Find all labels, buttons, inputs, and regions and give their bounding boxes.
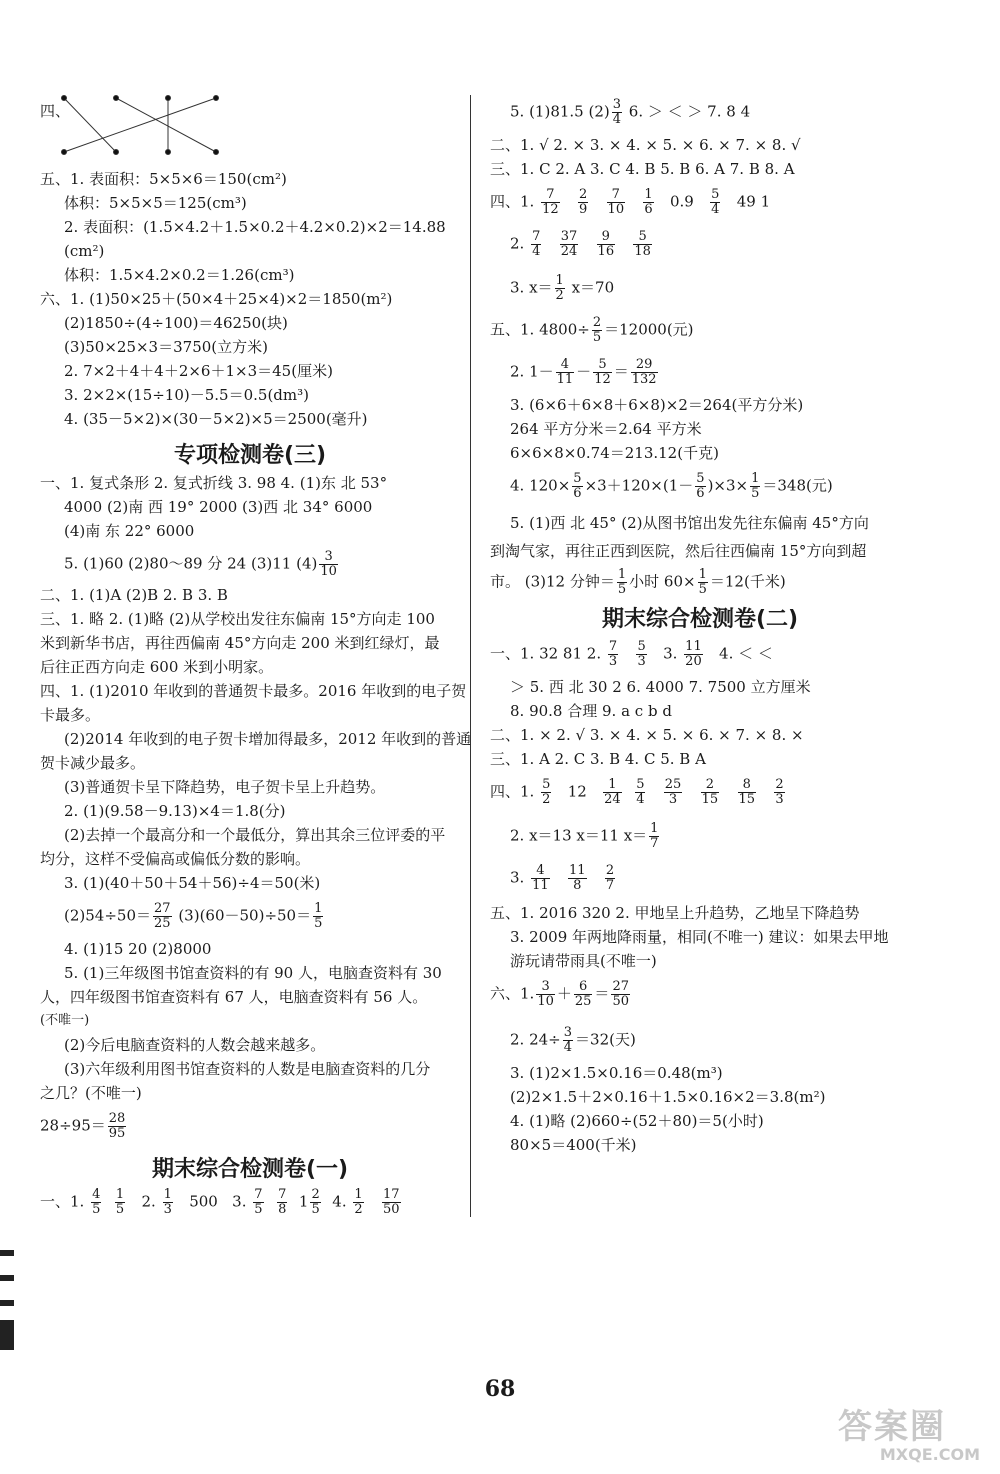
fraction: $\frac{5}{6}$ — [696, 471, 705, 501]
fraction: $\frac{2}{15}$ — [701, 777, 719, 807]
fraction: $\frac{7}{12}$ — [542, 187, 559, 217]
matching-label: 四、 — [40, 102, 71, 120]
text-line: 六、1. $\frac{3}{10}$ ＋ $\frac{6}{25}$ ＝ $\frac{27}{50}$ — [490, 979, 629, 1009]
fraction: $\frac{3}{4}$ — [563, 1025, 573, 1055]
text-line: 4. (1)15 20 (2)8000 — [64, 940, 212, 958]
fraction: $\frac{5}{4}$ — [636, 777, 645, 807]
text-line: 三、1. A 2. C 3. B 4. C 5. B A — [490, 750, 706, 768]
fraction: $\frac{25}{3}$ — [664, 777, 682, 807]
text-line: 3. $\frac{4}{11}$ $\frac{11}{8}$ $\frac{2}{7}$ — [510, 863, 615, 893]
fraction: $\frac{27}{25}$ — [154, 901, 171, 931]
fraction: $\frac{1}{5}$ — [617, 567, 627, 597]
text-line: 4. (1)略 (2)660÷(52＋80)＝5(小时) — [510, 1112, 764, 1130]
text-line: (2)2×1.5＋2×0.16＋1.5×0.16×2＝3.8(m²) — [510, 1088, 826, 1106]
text-line: 四、1. $\frac{7}{12}$ $\frac{2}{9}$ $\frac{7}{10}$ $\frac{1}{6}$ 0.9 $\frac{5}{4}$ 49 1 — [490, 187, 771, 217]
text-line: 3. (6×6＋6×8＋6×8)×2＝264(平方分米) — [510, 396, 804, 414]
fraction: $\frac{3}{10}$ — [537, 979, 554, 1009]
text-line: 米到新华书店，再往西偏南 45°方向走 200 米到红绿灯，最 — [40, 634, 440, 652]
fraction: $\frac{4}{11}$ — [556, 357, 574, 387]
text-line: (3)普通贺卡呈下降趋势，电子贺卡呈上升趋势。 — [64, 778, 386, 796]
text-line: (2)去掉一个最高分和一个最低分，算出其余三位评委的平 — [64, 826, 446, 844]
text-line: 二、1. (1)A (2)B 2. B 3. B — [40, 586, 228, 604]
text-line: 五、1. 4800÷ $\frac{2}{5}$ ＝12000(元) — [490, 315, 694, 345]
text-line: 五、1. 表面积：5×5×6＝150(cm²) — [40, 170, 287, 188]
text-line: 2. 7×2＋4＋4＋2×6＋1×3＝45(厘米) — [64, 362, 333, 380]
fraction: $\frac{9}{16}$ — [597, 229, 615, 259]
fraction: $\frac{5}{12}$ — [594, 357, 611, 387]
watermark-url: MXQE.COM — [879, 1445, 980, 1464]
text-line: 4. 120× $\frac{5}{6}$ ×3＋120×(1－ $\frac{5}{6}$ )×3× $\frac{1}{5}$ ＝348(元) — [510, 471, 833, 501]
text-line: 二、1. × 2. √ 3. × 4. × 5. × 6. × 7. × 8. × — [490, 726, 804, 744]
fraction: $\frac{3}{10}$ — [320, 549, 337, 579]
text-line: 四、1. $\frac{5}{2}$ 12 $\frac{1}{24}$ $\frac{5}{4}$ $\frac{25}{3}$ $\frac{2}{15}$ $\frac{8}{15}$ $\frac{2}{3}$ — [490, 777, 784, 807]
fraction: $\frac{3}{4}$ — [612, 97, 622, 127]
fraction: $\frac{5}{6}$ — [573, 471, 582, 501]
text-line: (2)今后电脑查资料的人数会越来越多。 — [64, 1036, 326, 1054]
fraction: $\frac{1}{5}$ — [115, 1187, 125, 1217]
binder-mark — [0, 1275, 14, 1281]
text-line: 2. 1－ $\frac{4}{11}$ － $\frac{5}{12}$ ＝ $\frac{29}{132}$ — [510, 357, 657, 387]
text-line: 五、1. 2016 320 2. 甲地呈上升趋势，乙地呈下降趋势 — [490, 904, 860, 922]
fraction: $\frac{28}{95}$ — [108, 1111, 126, 1141]
text-line: 5. (1)60 (2)80～89 分 24 (3)11 (4) $\frac{3}{10}$ — [64, 549, 337, 579]
text-line: 三、1. 略 2. (1)略 (2)从学校出发往东偏南 15°方向走 100 — [40, 610, 435, 628]
fraction: $\frac{4}{11}$ — [532, 863, 549, 893]
text-line: 2. 表面积：(1.5×4.2＋1.5×0.2＋4.2×0.2)×2＝14.88 — [64, 218, 446, 236]
watermark-logo — [838, 1408, 988, 1468]
text-line: 4000 (2)南 西 19° 2000 (3)西 北 34° 6000 — [64, 498, 373, 516]
text-line: 三、1. C 2. A 3. C 4. B 5. B 6. A 7. B 8. A — [490, 160, 795, 178]
section-title: 期末综合检测卷(二) — [601, 607, 799, 632]
text-line: 二、1. √ 2. × 3. × 4. × 5. × 6. × 7. × 8. √ — [490, 136, 801, 154]
text-line: 5. (1)三年级图书馆查资料的有 90 人，电脑查资料有 30 — [64, 964, 442, 982]
text-line: 3. 2×2×(15÷10)－5.5＝0.5(dm³) — [64, 386, 310, 404]
fraction: $\frac{7}{8}$ — [278, 1187, 287, 1217]
column-divider — [470, 95, 471, 1217]
fraction: $\frac{8}{15}$ — [738, 777, 756, 807]
text-line: ＞ 5. 西 北 30 2 6. 4000 7. 7500 立方厘米 — [510, 678, 811, 696]
fraction: $\frac{5}{18}$ — [634, 229, 651, 259]
fraction: $\frac{1}{3}$ — [163, 1187, 172, 1217]
fraction: $\frac{2}{7}$ — [605, 863, 615, 893]
text-line: 6×6×8×0.74＝213.12(千克) — [510, 444, 719, 462]
text-line: 3. 2009 年两地降雨量，相同(不唯一) 建议：如果去甲地 — [510, 928, 889, 946]
watermark-text: 答案圈 — [838, 1407, 946, 1447]
fraction: $\frac{2}{5}$ — [311, 1187, 320, 1217]
fraction: $\frac{6}{25}$ — [574, 979, 592, 1009]
text-line: 一、1. 复式条形 2. 复式折线 3. 98 4. (1)东 北 53° — [40, 474, 388, 492]
section-title: 专项检测卷(三) — [173, 443, 327, 468]
text-line: 5. (1)西 北 45° (2)从图书馆出发先往东偏南 45°方向 — [510, 514, 869, 532]
fraction: $\frac{2}{5}$ — [592, 315, 602, 345]
text-line: (3)六年级利用图书馆查资料的人数是电脑查资料的几分 — [64, 1060, 431, 1078]
fraction: $\frac{27}{50}$ — [612, 979, 629, 1009]
text-line: 28÷95＝ $\frac{28}{95}$ — [40, 1111, 126, 1141]
fraction: $\frac{17}{50}$ — [382, 1187, 400, 1217]
fraction: $\frac{2}{9}$ — [578, 187, 588, 217]
page-number: 68 — [484, 1376, 516, 1402]
text-line: 体积：5×5×5＝125(cm³) — [64, 194, 247, 212]
text-line: (cm²) — [64, 242, 105, 260]
text-line: 2. 24÷ $\frac{3}{4}$ ＝32(天) — [510, 1025, 636, 1055]
text-line: 264 平方分米＝2.64 平方米 — [510, 420, 702, 438]
text-line: (2)54÷50＝ $\frac{27}{25}$ (3)(60－50)÷50＝ $\frac{1}{5}$ — [64, 901, 323, 931]
fraction: $\frac{7}{10}$ — [607, 187, 625, 217]
text-line: 到淘气家，再往正西到医院，然后往西偏南 15°方向到超 — [490, 542, 867, 560]
text-line: 市。 (3)12 分钟＝ $\frac{1}{5}$ 小时 60× $\frac{1}{5}$ ＝12(千米) — [490, 567, 786, 597]
fraction: $\frac{29}{132}$ — [631, 357, 657, 387]
section-title: 期末综合检测卷(一) — [151, 1157, 349, 1182]
text-line: 游玩请带雨具(不唯一) — [510, 952, 657, 970]
fraction: $\frac{11}{20}$ — [685, 639, 702, 669]
fraction: $\frac{1}{5}$ — [314, 901, 323, 931]
text-line: 后往正西方向走 600 米到小明家。 — [40, 658, 274, 676]
text-line: 一、1. $\frac{4}{5}$ $\frac{1}{5}$ 2. $\frac{1}{3}$ 500 3. $\frac{7}{5}$ $\frac{7}{8}$ 1 $\frac{2}{5}$ 4. $\frac{1}{2}$ $\frac{17}{50}$ — [40, 1187, 400, 1217]
fraction: $\frac{5}{3}$ — [637, 639, 646, 669]
text-line: 体积：1.5×4.2×0.2＝1.26(cm³) — [64, 266, 295, 284]
text-line: 2. $\frac{7}{4}$ $\frac{37}{24}$ $\frac{9}{16}$ $\frac{5}{18}$ — [510, 229, 651, 259]
text-line: 人，四年级图书馆查资料有 67 人，电脑查资料有 56 人。 — [40, 988, 428, 1006]
text-line: 贺卡减少最多。 — [40, 754, 146, 772]
text-line: (2)1850÷(4÷100)＝46250(块) — [64, 314, 288, 332]
binder-mark — [0, 1300, 14, 1306]
fraction: $\frac{1}{5}$ — [698, 567, 707, 597]
fraction: $\frac{1}{7}$ — [650, 821, 659, 851]
fraction: $\frac{5}{2}$ — [542, 777, 551, 807]
text-line: 3. (1)(40＋50＋54＋56)÷4＝50(米) — [64, 874, 321, 892]
matching-diagram — [60, 92, 240, 162]
text-line: (3)50×25×3＝3750(立方米) — [64, 338, 268, 356]
text-line: 卡最多。 — [40, 706, 101, 724]
fraction: $\frac{1}{2}$ — [555, 273, 564, 303]
text-line: 4. (35－5×2)×(30－5×2)×5＝2500(毫升) — [64, 410, 368, 428]
fraction: $\frac{11}{8}$ — [568, 863, 586, 893]
text-line: 均分，这样不受偏高或偏低分数的影响。 — [40, 850, 311, 868]
text-line: 六、1. (1)50×25＋(50×4＋25×4)×2＝1850(m²) — [40, 290, 393, 308]
text-line: (2)2014 年收到的电子贺卡增加得最多，2012 年收到的普通 — [64, 730, 472, 748]
text-line: 2. (1)(9.58－9.13)×4＝1.8(分) — [64, 802, 286, 820]
fraction: $\frac{7}{4}$ — [532, 229, 541, 259]
fraction: $\frac{2}{3}$ — [775, 777, 784, 807]
fraction: $\frac{7}{5}$ — [254, 1187, 263, 1217]
text-line: 2. x＝13 x＝11 x＝ $\frac{1}{7}$ — [510, 821, 659, 851]
fraction: $\frac{1}{5}$ — [751, 471, 760, 501]
text-line: 3. x＝ $\frac{1}{2}$ x＝70 — [510, 273, 615, 303]
fraction: $\frac{7}{3}$ — [608, 639, 618, 669]
text-line: 3. (1)2×1.5×0.16＝0.48(m³) — [510, 1064, 723, 1082]
text-line: 5. (1)81.5 (2) $\frac{3}{4}$ 6. ＞ ＜ ＞ 7. 8 4 — [510, 97, 751, 127]
fraction: $\frac{1}{6}$ — [644, 187, 653, 217]
text-line: 8. 90.8 合理 9. a c b d — [510, 702, 672, 720]
binder-mark — [0, 1250, 14, 1256]
text-line: 80×5＝400(千米) — [510, 1136, 637, 1154]
fraction: $\frac{1}{24}$ — [604, 777, 621, 807]
text-line: 四、1. (1)2010 年收到的普通贺卡最多。2016 年收到的电子贺 — [40, 682, 467, 700]
text-line: 一、1. 32 81 2. $\frac{7}{3}$ $\frac{5}{3}$ 3. $\frac{11}{20}$ 4. ＜ ＜ — [490, 639, 773, 669]
fraction: $\frac{5}{4}$ — [711, 187, 720, 217]
fraction: $\frac{1}{2}$ — [354, 1187, 363, 1217]
fraction: $\frac{37}{24}$ — [560, 229, 578, 259]
binder-mark — [0, 1320, 14, 1350]
text-line: (4)南 东 22° 6000 — [64, 522, 195, 540]
text-line: (不唯一) — [40, 1013, 90, 1028]
fraction: $\frac{4}{5}$ — [92, 1187, 101, 1217]
text-line: 之几？(不唯一) — [40, 1084, 142, 1102]
